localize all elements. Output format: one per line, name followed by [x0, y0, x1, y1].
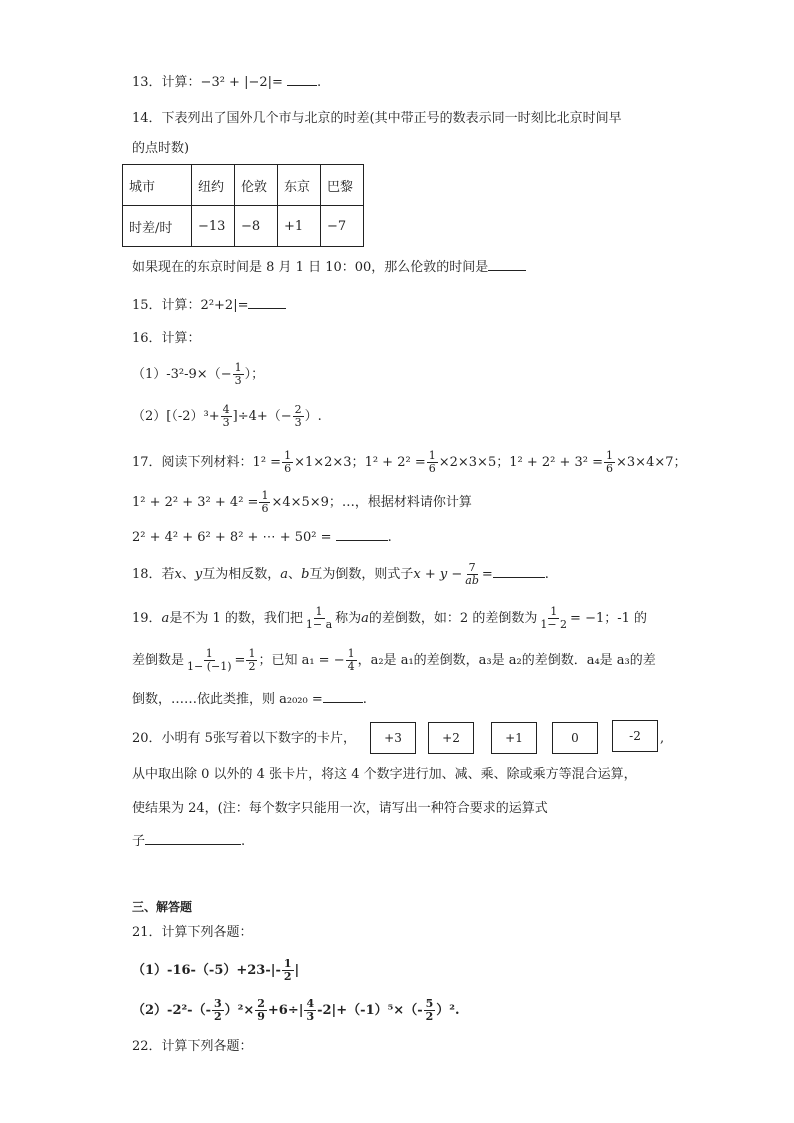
denominator: ab [465, 574, 479, 587]
q19-line2 [132, 648, 656, 673]
fraction [604, 450, 615, 475]
q19-l1b: 是不为 1 的数，我们把 [169, 611, 303, 626]
numerator: 1 [347, 647, 355, 660]
fraction [346, 648, 357, 673]
numerator: 1 [283, 957, 292, 970]
q18-expr: x + y − [413, 567, 463, 582]
q22-title: 22．计算下列各题： [132, 1039, 253, 1054]
q19-l2d: ，a₂是 a₁的差倒数，a₃是 a₂的差倒数．a₄是 a₃的差 [357, 653, 656, 668]
fraction [185, 648, 234, 673]
fraction [233, 362, 244, 387]
q16-p1-pre: （1）-3²-9×（− [132, 367, 232, 382]
q19-l1d: 的差倒数，如：2 的差倒数为 [368, 611, 538, 626]
time-difference-table [122, 164, 364, 247]
q21-p2a: （2）-2²-（- [132, 1003, 211, 1018]
numerator: 1 [261, 489, 269, 502]
q13-label: 13．计算： [132, 75, 201, 90]
var-a: a [280, 567, 289, 582]
denominator: 9 [257, 1010, 265, 1023]
q19-l2a: 差倒数是 [132, 653, 185, 668]
q16-p2-pre: （2）[（-2）³+ [132, 409, 220, 424]
q21-p2b: ）²× [224, 1003, 255, 1018]
number-card: +3 [370, 722, 416, 754]
table-header-row [123, 165, 364, 206]
q20-comma: , [660, 731, 665, 746]
q17-sum: 2² + 4² + 6² + 8² + ⋯ + 50² = [132, 530, 332, 545]
fraction [221, 404, 232, 429]
q17-e1b: ×1×2×3； [294, 455, 365, 470]
q21-part2 [132, 998, 460, 1023]
q16-part2 [132, 404, 322, 429]
q16-part1 [132, 362, 264, 387]
q13-line [132, 73, 321, 92]
var-x: x [174, 567, 182, 582]
denominator: 3 [306, 1010, 315, 1023]
q21-title: 21．计算下列各题： [132, 925, 253, 940]
q17-e4b: ×4×5×9；…，根据材料请你计算 [271, 495, 472, 510]
numerator: 2 [294, 403, 302, 416]
q17-e3b: ×3×4×7； [616, 455, 687, 470]
q21-p1: （1）-16-（-5）+23-|- [132, 963, 281, 978]
q14-line2: 的点时数) [132, 141, 190, 156]
numerator: 4 [222, 403, 230, 416]
q18-answer-blank [493, 565, 545, 578]
table-row [123, 206, 364, 247]
table-cell: +1 [278, 206, 321, 247]
fraction [246, 648, 257, 673]
q19-l1e: = −1；-1 的 [570, 611, 648, 626]
q19-l1a: 19． [132, 611, 162, 626]
denominator: 6 [428, 462, 436, 475]
q18-line: 18．若x、y互为相反数，a、b互为倒数，则式子x + y − $\frac{7}{ab}$ = . [132, 561, 549, 587]
q18-sep1: 、 [181, 567, 195, 582]
q21-p2e: ）². [436, 1003, 460, 1018]
q13-answer-blank [287, 73, 317, 86]
section-heading: 三、解答题 [132, 900, 193, 914]
fraction [259, 490, 270, 515]
q17-line1 [132, 450, 687, 475]
fraction [427, 450, 438, 475]
fraction [304, 998, 316, 1023]
var-b: b [301, 567, 310, 582]
q21-part1: （1）-16-（-5）+23-|- $\frac{1}{2}$ | [132, 957, 300, 983]
fraction [304, 606, 334, 631]
q13-tail: . [317, 75, 322, 90]
table-cell: −7 [321, 206, 364, 247]
numerator: 4 [306, 997, 315, 1010]
numerator: 1 [550, 605, 558, 618]
table-cell: 纽约 [192, 165, 235, 206]
q16-p2-post: ）. [304, 409, 322, 424]
denominator: 1− a [305, 618, 333, 631]
q17-line3: 2² + 4² + 6² + 8² + ⋯ + 50² = . [132, 530, 392, 545]
numerator: 1 [284, 449, 292, 462]
q17-e1: 1² = [252, 455, 282, 470]
q21-p2d: -2|+（-1）⁵×（- [317, 1003, 423, 1018]
denominator: 2 [248, 660, 256, 673]
fraction [538, 606, 569, 631]
q19-l1c: 称为 [335, 611, 362, 626]
numerator: 3 [213, 997, 222, 1010]
number-card: -2 [612, 720, 658, 752]
q19-line1 [132, 606, 647, 631]
denominator: 1− (−1) [187, 660, 232, 673]
table-cell: 城市 [123, 165, 192, 206]
numerator: 1 [248, 647, 256, 660]
q19-l3: 倒数，……依此类推，则 a₂₀₂₀ = [132, 692, 323, 707]
q17-pre: 17．阅读下列材料： [132, 455, 253, 470]
q18-eq: = [481, 567, 493, 582]
table-cell: 东京 [278, 165, 321, 206]
q15-answer-blank [248, 296, 286, 309]
numerator: 1 [234, 361, 242, 374]
q16-title: 16．计算： [132, 331, 201, 346]
q18-mid2: 互为倒数，则式子 [309, 567, 414, 582]
denominator: 6 [261, 502, 269, 515]
numerator: 2 [257, 997, 265, 1010]
q17-answer-blank [336, 528, 388, 541]
table-cell: 伦敦 [235, 165, 278, 206]
q17-e2: 1² + 2² = [364, 455, 426, 470]
fraction [463, 562, 481, 587]
number-card: +2 [428, 722, 474, 754]
fraction [255, 998, 267, 1023]
table-cell: 巴黎 [321, 165, 364, 206]
q19-answer-blank [323, 690, 363, 703]
fraction [293, 404, 304, 429]
q16-p2-mid: ]÷4+（− [232, 409, 292, 424]
numerator: 1 [315, 605, 323, 618]
q20-line1: 20．小明有 5张写着以下数字的卡片， [132, 731, 356, 746]
q21-p2c: +6÷| [267, 1003, 304, 1018]
q20-l4: 子 [132, 834, 146, 849]
q19-l2b: = [234, 653, 246, 668]
q17-e2b: ×2×3×5； [438, 455, 510, 470]
denominator: 6 [606, 462, 614, 475]
numerator: 5 [425, 997, 434, 1010]
table-cell: −8 [235, 206, 278, 247]
table-cell: −13 [192, 206, 235, 247]
var-a: a [161, 611, 170, 626]
var-y: y [194, 567, 203, 582]
numerator: 1 [205, 647, 213, 660]
denominator: 3 [222, 416, 230, 429]
q19-line3: 倒数，……依此类推，则 a₂₀₂₀ = . [132, 692, 367, 707]
fraction [282, 450, 293, 475]
q14-after-text: 如果现在的东京时间是 8 月 1 日 10：00，那么伦敦的时间是 [132, 260, 489, 275]
q20-line3: 使结果为 24，(注：每个数字只能用一次，请写出一种符合要求的运算式 [132, 801, 548, 816]
q16-p1-post: ）； [244, 367, 265, 382]
fraction [282, 958, 294, 983]
numerator: 1 [606, 449, 614, 462]
denominator: 1− 2 [540, 618, 568, 631]
q18-sep2: 、 [288, 567, 302, 582]
denominator: 3 [294, 416, 302, 429]
q13-expr: −3² + |−2|= [200, 75, 283, 90]
q17-e3: 1² + 2² + 3² = [509, 455, 604, 470]
denominator: 6 [284, 462, 292, 475]
q14-line1: 14．下表列出了国外几个市与北京的时差(其中带正号的数表示同一时刻比北京时间早 [132, 111, 622, 126]
q19-l2c: ；已知 a₁ = − [258, 653, 345, 668]
q20-line4: 子 . [132, 834, 246, 849]
q20-line2: 从中取出除 0 以外的 4 张卡片，将这 4 个数字进行加、减、乘、除或乘方等混合运算， [132, 767, 637, 782]
denominator: 3 [234, 374, 242, 387]
q18-pre: 18．若 [132, 567, 175, 582]
denominator: 2 [425, 1010, 434, 1023]
numerator: 1 [428, 449, 436, 462]
fraction [212, 998, 224, 1023]
table-cell: 时差/时 [123, 206, 192, 247]
number-card: 0 [552, 722, 598, 754]
q15-text: 15．计算：2²+2|= [132, 298, 249, 313]
var-a: a [361, 611, 369, 626]
q14-answer-blank [488, 258, 526, 271]
q20-answer-blank [145, 832, 241, 845]
q14-after [132, 258, 526, 277]
denominator: 2 [283, 970, 292, 983]
denominator: 2 [213, 1010, 222, 1023]
denominator: 4 [347, 660, 355, 673]
q15-line [132, 296, 286, 315]
q18-mid1: 互为相反数， [202, 567, 281, 582]
q17-e4: 1² + 2² + 3² + 4² = [132, 495, 259, 510]
number-card: +1 [491, 722, 537, 754]
fraction [424, 998, 436, 1023]
numerator: 7 [468, 561, 476, 574]
q17-line2 [132, 490, 472, 515]
